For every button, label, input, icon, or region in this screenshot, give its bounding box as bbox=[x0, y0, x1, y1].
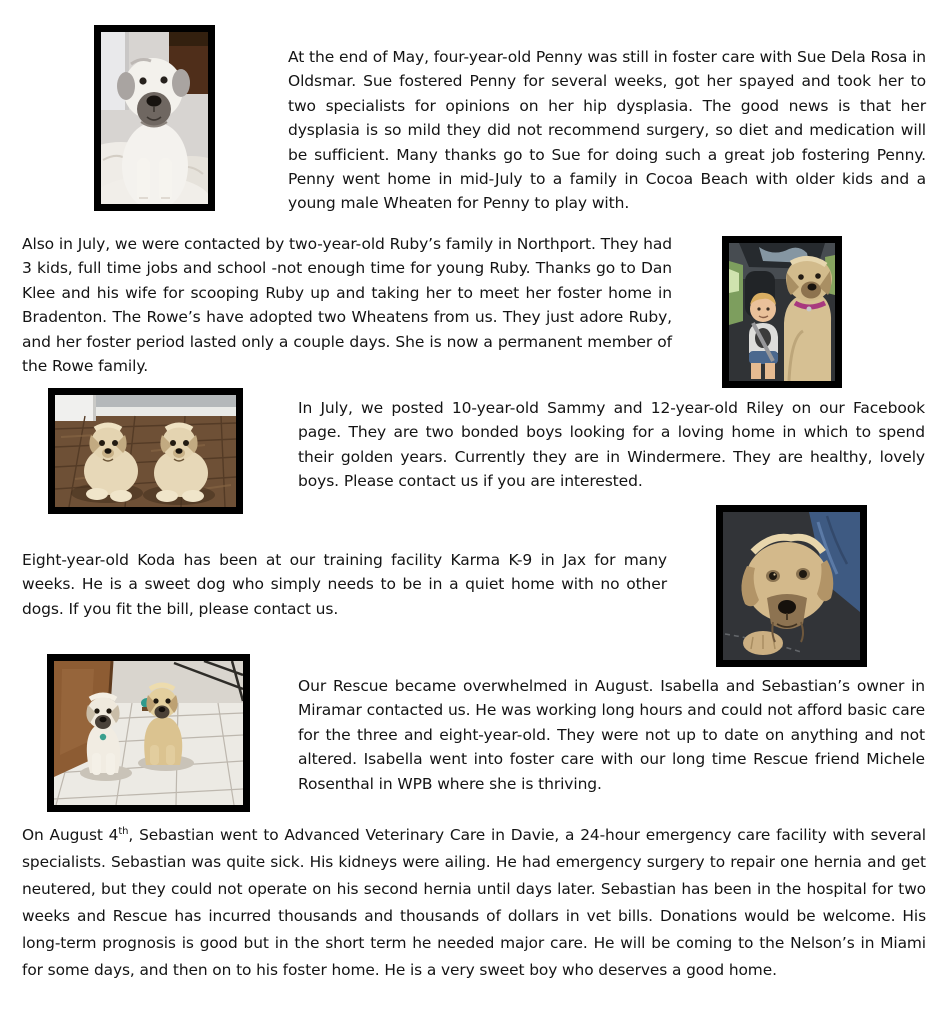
paragraph-ruby: Also in July, we were contacted by two-year-old Ruby’s family in Northport. They had 3 kids, full time jobs and school -not enough time for young Ruby. Thanks go to Dan Klee and his wife for scooping Ruby up and taking her to meet her foster home in Bradenton. The Rowe’s have adopted two Wheatens from us. They just adore Ruby, and her foster period lasted only a couple days. She is now a permanent member of the Rowe family. bbox=[22, 235, 672, 376]
sebastian-body-text: , Sebastian went to Advanced Veterinary Care in Davie, a 24-hour emergency care facility with several specialists. Sebastian was quite sick. His kidneys were ailing. He had emergency surgery to repair one hernia and get neutered, but they could not operate on his second hernia until days later. Sebastian has been in the hospital for two weeks and Rescue has incurred thousands and thousands of dollars in vet bills. Donations would be welcome. His long-term prognosis is good but in the short term he needed major care. He will be coming to the Nelson’s in Miami for some days, and then on to his foster home. He is a very sweet boy who deserves a good home. bbox=[22, 826, 926, 979]
photo-koda bbox=[716, 505, 867, 667]
sammy-riley-dogs-illustration bbox=[55, 395, 236, 507]
koda-dog-illustration bbox=[723, 512, 860, 660]
paragraph-koda: Eight-year-old Koda has been at our training facility Karma K-9 in Jax for many weeks. He is a sweet dog who simply needs to be in a quiet home with no other dogs. If you fit the bill, please contact us. bbox=[22, 551, 667, 618]
ordinal-suffix: th bbox=[118, 825, 129, 837]
photo-penny bbox=[94, 25, 215, 211]
photo-ruby bbox=[722, 236, 842, 388]
sebastian-date-prefix: On August 4 bbox=[22, 826, 119, 844]
penny-dog-illustration bbox=[101, 32, 208, 204]
photo-sammy-riley bbox=[48, 388, 243, 514]
paragraph-sammy-riley: In July, we posted 10-year-old Sammy and 12-year-old Riley on our Facebook page. They are two bonded boys looking for a loving home in which to spend their golden years. Currently they are in Windermere. They are healthy, lovely boys. Please contact us if you are interested. bbox=[298, 399, 925, 491]
paragraph-sebastian bbox=[22, 822, 926, 984]
ruby-dog-car-illustration bbox=[729, 243, 835, 381]
photo-isabella-sebastian bbox=[47, 654, 250, 812]
isabella-sebastian-dogs-illustration bbox=[54, 661, 243, 805]
paragraph-isabella-sebastian: Our Rescue became overwhelmed in August. Isabella and Sebastian’s owner in Miramar contacted us. He was working long hours and could not afford basic care for the three and eight-year-old. They were not up to date on anything and not altered. Isabella went into foster care with our long time Rescue friend Michele Rosenthal in WPB where she is thriving. bbox=[298, 677, 926, 793]
paragraph-penny: At the end of May, four-year-old Penny was still in foster care with Sue Dela Rosa in Oldsmar. Sue fostered Penny for several weeks, got her spayed and took her to two specialists for opinions on her hip dysplasia. The good news is that her dysplasia is so mild they did not recommend surgery, so diet and medication will be sufficient. Many thanks go to Sue for doing such a great job fostering Penny. Penny went home in mid-July to a family in Cocoa Beach with older kids and a young male Wheaten for Penny to play with. bbox=[288, 48, 926, 213]
